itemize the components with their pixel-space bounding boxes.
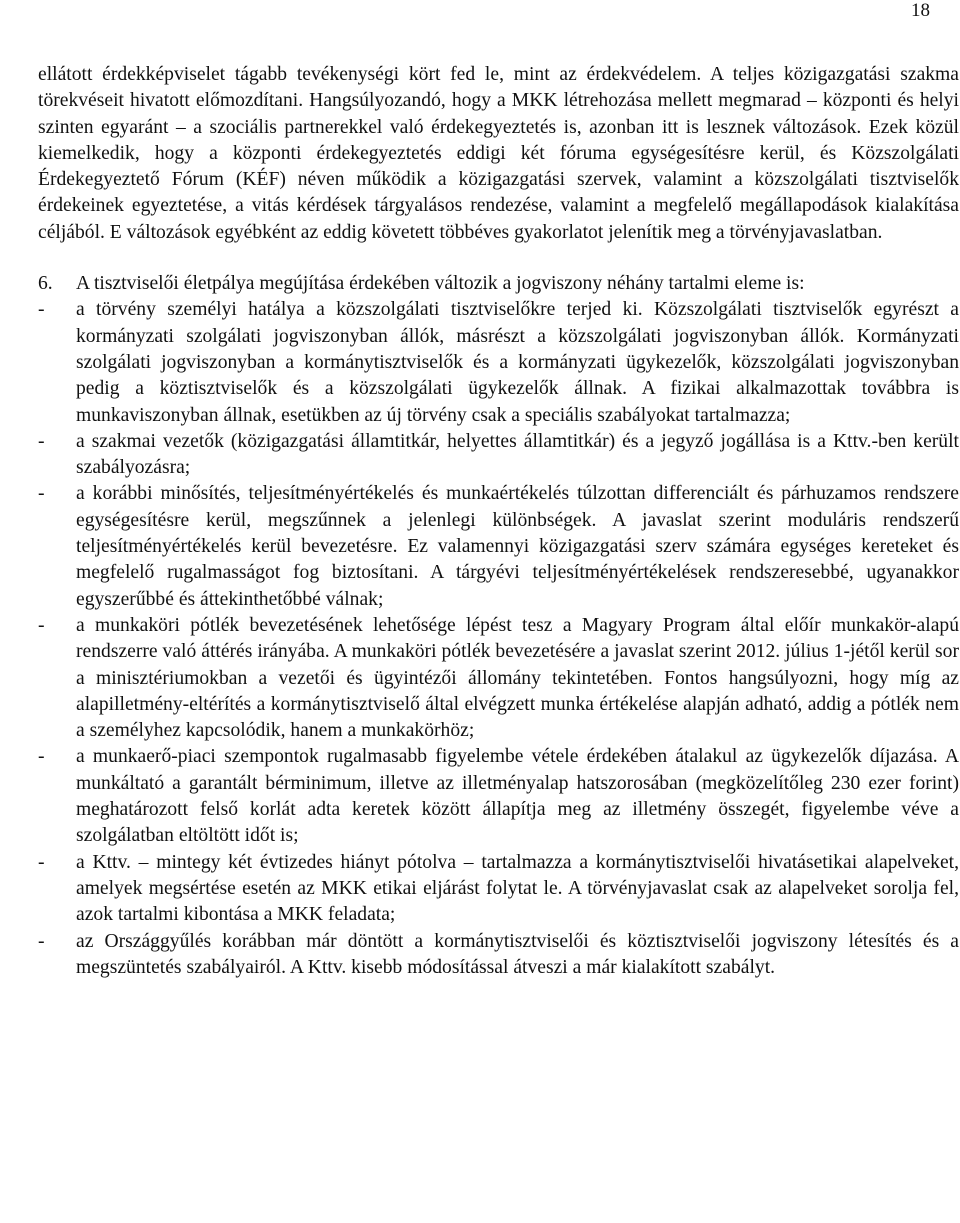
list-item-text: a szakmai vezetők (közigazgatási államtitkár, helyettes államtitkár) és a jegyző jogállása is a Kttv.-ben került szabályozásra; <box>76 430 959 479</box>
dash-bullet: - <box>38 299 45 321</box>
list-item <box>38 850 959 929</box>
list-item-text: az Országgyűlés korábban már döntött a kormánytisztviselői és köztisztviselői jogviszony létesítés és a megszüntetés szabályairól. A Kttv. kisebb módosítással átveszi a már kialakított szabályt. <box>76 930 959 978</box>
list-item-text: a korábbi minősítés, teljesítményértékelés és munkaértékelés túlzottan differenciált és párhuzamos rendszere egységesítésre kerül, megszűnnek a jelenlegi különbségek. A javaslat szerint moduláris rendszerű teljesítményértékelés kerül bevezetésre. Ez valamennyi közigazgatási szerv számára egységes kereteket és megfelelő rugalmasságot fog biztosítani. A tárgyévi teljesítményértékelések rendszeresebbé, ugyanakkor egyszerűbbé és áttekinthetőbbé válnak; <box>76 483 959 610</box>
list-item <box>38 429 959 482</box>
list-item-text: a munkaköri pótlék bevezetésének lehetősége lépést tesz a Magyary Program által előír munkakör-alapú rendszerre való áttérés irányába. A munkaköri pótlék bevezetésére a javaslat szerint 2012. július 1-jétől kerül sor a minisztériumokban a vezetői és ügyintézői állomány tekintetében. Fontos hangsúlyozni, hogy míg az alapilletmény-eltérítés a kormánytisztviselő által elvégzett munka értékelése alapján adható, addig a pótlék nem a személyhez kapcsolódik, hanem a munkakörhöz; <box>76 614 959 742</box>
list-item <box>38 929 959 982</box>
dash-bullet: - <box>38 430 45 452</box>
list-item <box>38 297 959 428</box>
dash-bullet: - <box>38 851 45 873</box>
list-item <box>38 481 959 612</box>
bullet-list <box>38 297 959 981</box>
list-item-text: a munkaerő-piaci szempontok rugalmasabb figyelembe vétele érdekében átalakul az ügykezelők díjazása. A munkáltató a garantált bérminimum, illetve az illetményalap hatszorosában (megközelítőleg 230 ezer forint) meghatározott felső korlát adta keretek között állapítja meg az illetmény összegét, figyelembe véve a szolgálatban eltöltött időt is; <box>76 746 959 847</box>
dash-bullet: - <box>38 746 45 768</box>
dash-bullet: - <box>38 483 45 505</box>
section-number: 6. <box>38 273 53 295</box>
document-body <box>38 62 959 981</box>
section-6 <box>38 271 959 981</box>
section-heading-text: A tisztviselői életpálya megújítása érdekében változik a jogviszony néhány tartalmi eleme is: <box>76 273 805 295</box>
section-heading <box>38 271 959 297</box>
intro-paragraph: ellátott érdekképviselet tágabb tevékenységi kört fed le, mint az érdekvédelem. A teljes közigazgatási szakma törekvéseit hivatott előmozdítani. Hangsúlyozandó, hogy a MKK létrehozása mellett megmarad – központi és helyi szinten egyaránt – a szociális partnerekkel való érdekegyeztetés is, azonban itt is lesznek változások. Ezek közül kiemelkedik, hogy a központi érdekegyeztetés eddigi két fóruma egységesítésre kerül, és Közszolgálati Érdekegyeztető Fórum (KÉF) néven működik a közigazgatási szervek, valamint a közszolgálati tisztviselők érdekeinek egyeztetése, a vitás kérdések tárgyalásos rendezése, valamint a megfelelő megállapodások kialakítása céljából. E változások egyébként az eddig követett többéves gyakorlatot jelenítik meg a törvényjavaslatban. <box>38 64 959 243</box>
list-item-text: a törvény személyi hatálya a közszolgálati tisztviselőkre terjed ki. Közszolgálati tisztviselők egyrészt a kormányzati szolgálati jogviszonyban állók, másrészt a közszolgálati jogviszonyban állók. Kormányzati szolgálati jogviszonyban a kormánytisztviselők és a kormányzati ügykezelők, közszolgálati jogviszonyban pedig a köztisztviselők és a közszolgálati ügykezelők állnak. A fizikai alkalmazottak továbbra is munkaviszonyban állnak, esetükben az új törvény csak a speciális szabályokat tartalmazza; <box>76 299 959 426</box>
list-item <box>38 613 959 744</box>
list-item <box>38 744 959 849</box>
dash-bullet: - <box>38 930 45 952</box>
list-item-text: a Kttv. – mintegy két évtizedes hiányt pótolva – tartalmazza a kormánytisztviselői hivatásetikai alapelveket, amelyek megsértése esetén az MKK etikai eljárást folytat le. A törvényjavaslat csak az alapelveket sorolja fel, azok tartalmi kibontása a MKK feladata; <box>76 851 959 926</box>
dash-bullet: - <box>38 614 45 636</box>
page-number: 18 <box>911 0 930 21</box>
